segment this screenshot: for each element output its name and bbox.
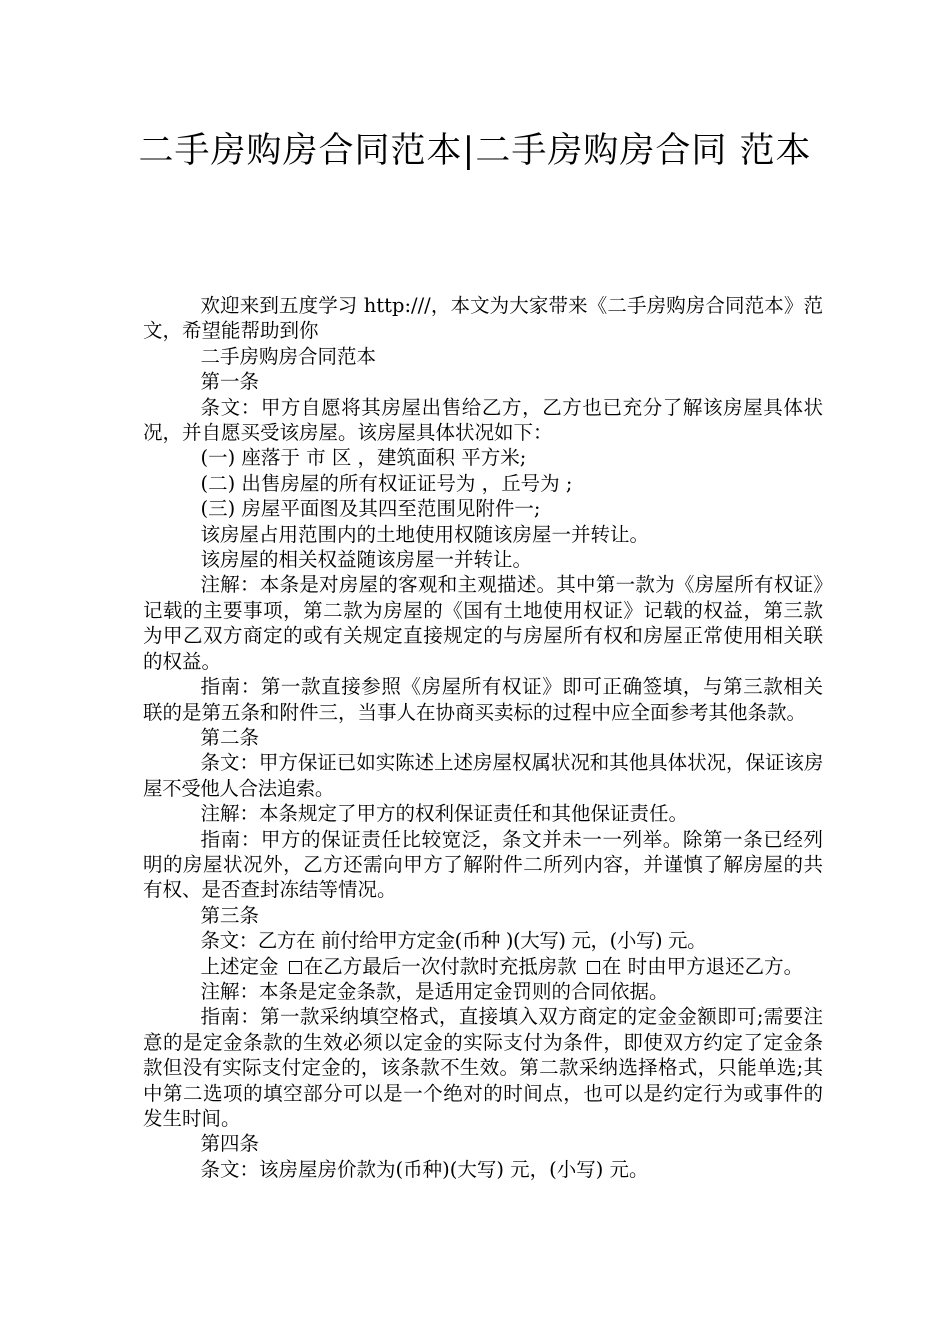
article-heading: 第一条 <box>200 370 260 394</box>
list-item: (三) 房屋平面图及其四至范围见附件一; <box>200 497 541 521</box>
annotation-paragraph: 注解：本条是定金条款，是适用定金罚则的合同依据。 <box>200 979 669 1003</box>
intro-paragraph: 欢迎来到五度学习 http:///，本文为大家带来《二手房购房合同范本》范文，希望能帮助到你 <box>143 294 823 343</box>
checkbox-icon[interactable] <box>289 961 302 974</box>
document-body <box>143 293 823 1182</box>
annotation-paragraph: 注解：本条是对房屋的客观和主观描述。其中第一款为《房屋所有权证》记载的主要事项，第二款为房屋的《国有土地使用权证》记载的权益，第三款为甲乙双方商定的或有关规定直接规定的与房屋所有权和房屋正常使用相关联的权益。 <box>143 573 823 673</box>
article-text: 条文：该房屋房价款为(币种)(大写) 元，(小写) 元。 <box>200 1157 649 1181</box>
article-text: 条文：甲方保证已如实陈述上述房屋权属状况和其他具体状况，保证该房屋不受他人合法追索。 <box>143 751 823 800</box>
article-heading: 第三条 <box>200 903 260 927</box>
subtitle-line: 二手房购房合同范本 <box>200 344 377 368</box>
option-paragraph <box>143 954 823 979</box>
article-text: 条文：甲方自愿将其房屋出售给乙方，乙方也已充分了解该房屋具体状况，并自愿买受该房屋。该房屋具体状况如下： <box>143 395 823 445</box>
guide-paragraph: 指南：甲方的保证责任比较宽泛，条文并未一一列举。除第一条已经列明的房屋状况外，乙方还需向甲方了解附件二所列内容，并谨慎了解房屋的共有权、是否查封冻结等情况。 <box>143 827 823 902</box>
article-text: 该房屋占用范围内的土地使用权随该房屋一并转让。 <box>200 522 650 546</box>
article-text: 该房屋的相关权益随该房屋一并转让。 <box>200 548 533 572</box>
option-two-text: 在 时由甲方退还乙方。 <box>601 954 804 978</box>
guide-paragraph: 指南：第一款直接参照《房屋所有权证》即可正确签填，与第三款相关联的是第五条和附件三，当事人在协商买卖标的过程中应全面参考其他条款。 <box>143 675 823 724</box>
document-title: 二手房购房合同范本|二手房购房合同 范本 <box>138 131 812 171</box>
list-item: (一) 座落于 市 区 ，建筑面积 平方米; <box>200 446 527 470</box>
option-one-text: 在乙方最后一次付款时充抵房款 <box>303 954 583 978</box>
option-lead-text: 上述定金 <box>200 954 285 978</box>
list-item: (二) 出售房屋的所有权证证号为 ，丘号为 ; <box>200 471 573 495</box>
guide-paragraph: 指南：第一款采纳填空格式，直接填入双方商定的定金金额即可;需要注意的是定金条款的生效必须以定金的实际支付为条件，即使双方约定了定金条款但没有实际支付定金的，该条款不生效。第二款采纳选择格式，只能单选;其中第二选项的填空部分可以是一个绝对的时间点，也可以是约定行为或事件的发生时间。 <box>143 1005 823 1130</box>
article-heading: 第二条 <box>200 725 260 749</box>
article-text: 条文：乙方在 前付给甲方定金(币种 )(大写) 元，(小写) 元。 <box>200 929 707 953</box>
checkbox-icon[interactable] <box>587 961 600 974</box>
annotation-paragraph: 注解：本条规定了甲方的权利保证责任和其他保证责任。 <box>200 802 689 826</box>
article-heading: 第四条 <box>200 1132 260 1156</box>
